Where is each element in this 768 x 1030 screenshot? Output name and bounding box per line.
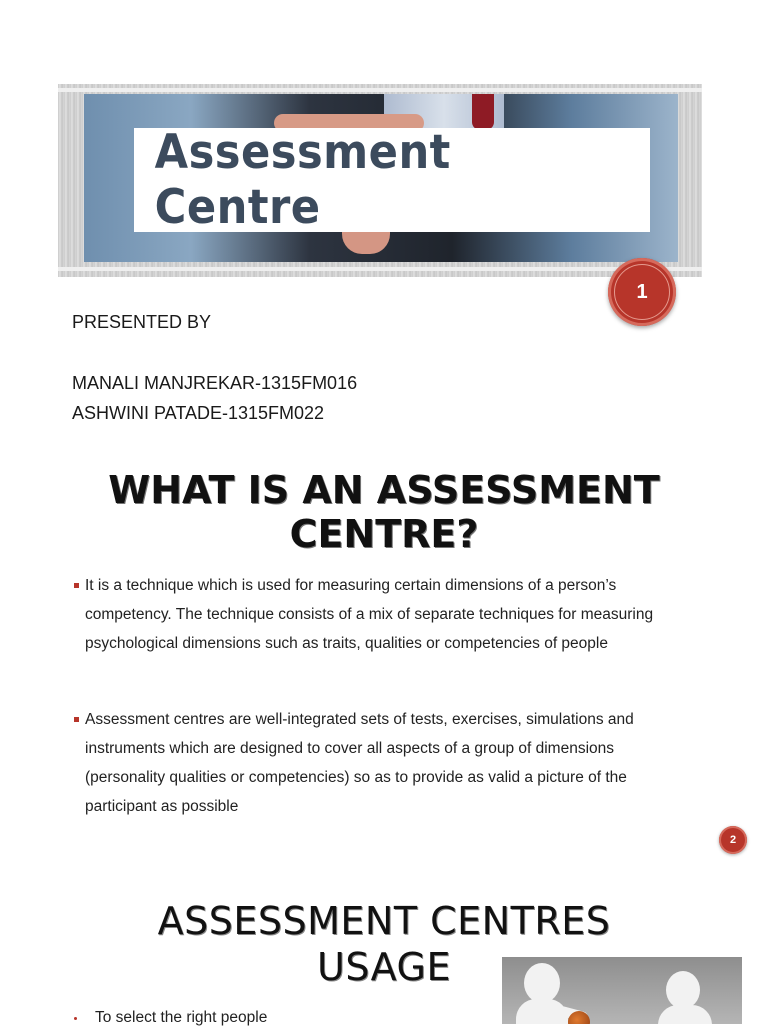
banner-stripe: [58, 267, 702, 271]
figure-body: [658, 1005, 712, 1024]
bullet-item: [74, 571, 694, 658]
bullet-text-line: instruments which are designed to cover all aspects of a group of dimensions: [85, 740, 615, 757]
presenter-name: MANALI MANJREKAR-1315FM016: [72, 373, 358, 393]
usage-list: [74, 1006, 474, 1030]
bullet-text-line: participant as possible: [85, 798, 239, 815]
list-item-text: To select the right people: [95, 1009, 268, 1026]
bullet-item: [74, 705, 694, 821]
bullet-text-line: It is a technique which is used for measuring certain dimensions of a person’s: [85, 577, 617, 594]
page-number: 2: [729, 834, 737, 846]
slide-title-line: ASSESSMENT CENTRES: [157, 899, 611, 943]
title-banner: [58, 84, 702, 277]
bullet-text-line: psychological dimensions such as traits, qualities or competencies of people: [85, 635, 608, 652]
banner-photo: [84, 94, 678, 262]
figure-head: [666, 971, 700, 1009]
list-item: [74, 1006, 474, 1030]
figure-head: [524, 963, 560, 1003]
bullet-marker: [74, 1017, 77, 1020]
page-number: 1: [636, 280, 648, 303]
banner-stripe: [58, 88, 702, 92]
bullet-text-line: (personality qualities or competencies) so as to provide as valid a picture of the: [85, 769, 627, 786]
slide-title: [60, 468, 708, 556]
bullet-text-line: competency. The technique consists of a mix of separate techniques for measuring: [85, 606, 654, 623]
bullet-marker: [74, 717, 79, 722]
slide-title-line: CENTRE?: [289, 512, 479, 556]
slide-title-line: USAGE: [317, 945, 451, 989]
page-number-badge: [608, 258, 676, 326]
bullet-marker: [74, 583, 79, 588]
banner-card: [134, 125, 650, 235]
page-number-badge: [719, 826, 747, 854]
bullet-text-line: Assessment centres are well-integrated sets of tests, exercises, simulations and: [85, 711, 634, 728]
presented-by-label: PRESENTED BY: [72, 312, 212, 332]
banner-title: Assessment Centre: [154, 125, 451, 235]
presenter-name: ASHWINI PATADE-1315FM022: [72, 403, 325, 423]
handshake-image: [502, 957, 742, 1024]
slide-title-line: WHAT IS AN ASSESSMENT: [108, 468, 660, 512]
